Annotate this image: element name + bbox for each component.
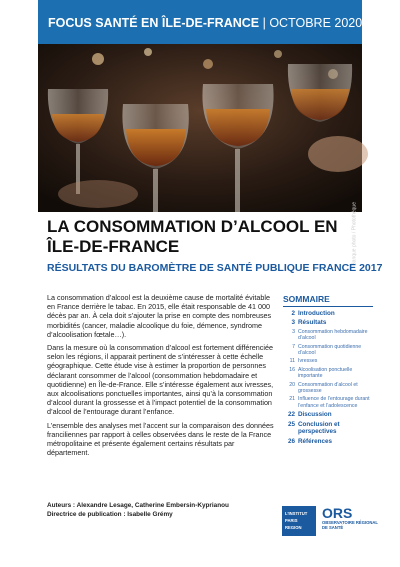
toc-page-number: 21: [289, 396, 295, 403]
toc-item[interactable]: [283, 319, 373, 326]
toc-divider: [283, 306, 373, 307]
svg-text:PARIS: PARIS: [285, 518, 298, 523]
publication-credits: [47, 502, 229, 519]
banner-title-bold: FOCUS SANTÉ EN ÎLE-DE-FRANCE: [48, 16, 260, 30]
toc-page-number: 25: [287, 420, 295, 428]
toc-item[interactable]: [283, 329, 373, 342]
institut-paris-region-logo: [282, 506, 316, 536]
toc-label: Résultats: [298, 319, 327, 327]
toc-item[interactable]: [283, 421, 373, 436]
ors-full-name: OBSERVATOIRE RÉGIONAL DE SANTÉ: [322, 520, 378, 530]
banner-title-date: | OCTOBRE 2020: [259, 16, 363, 30]
svg-text:L’INSTITUT: L’INSTITUT: [285, 511, 308, 516]
toc-label: Consommation d’alcool et grossesse: [298, 381, 358, 395]
toc-page-number: 16: [289, 366, 295, 373]
toc-item[interactable]: [283, 382, 373, 395]
toc-label: Discussion: [298, 411, 332, 419]
toc-page-number: 3: [292, 328, 295, 335]
toc-page-number: 3: [291, 319, 295, 327]
logos: [282, 506, 378, 536]
authors-line: Auteurs : Alexandre Lesage, Catherine Embersin-Kyprianou: [47, 502, 229, 509]
intro-paragraph: L’ensemble des analyses met l’accent sur la comparaison des données franciliennes par rapport à celles observées dans le reste de la France métropolitaine et présente également certains résultats par département.: [47, 420, 274, 458]
toc-label: Consommation quotidienne d’alcool: [298, 343, 362, 357]
toc-page-number: 26: [287, 437, 295, 445]
toc-label: Influence de l’entourage durant l’enfance et l’adolescence: [298, 396, 370, 409]
toc-page-number: 7: [292, 343, 295, 350]
toc-label: Introduction: [298, 310, 335, 317]
ors-acronym: ORS: [322, 505, 353, 521]
toc-label: Alcoolisation ponctuelle importante: [298, 366, 353, 380]
toc-item[interactable]: [283, 344, 373, 357]
toc-page-number: 11: [289, 358, 295, 365]
intro-text: [47, 293, 277, 461]
toc-label: Ivresses: [298, 358, 318, 365]
wine-glasses-photo: [38, 44, 362, 212]
director-line: Directrice de publication : Isabelle Grémy: [47, 510, 173, 518]
document-title: LA CONSOMMATION D’ALCOOL EN ÎLE-DE-FRANCE: [47, 217, 338, 256]
intro-paragraph: Dans la mesure où la consommation d’alcool est fortement différenciée selon les régions, il apparait pertinent de s’intéresser à cette échelle géographique. Cette étude vise à estimer la proportion de personnes déclarant consommer de l’alcool (consommation hebdomadaire et quotidienne) en Île-de-France. Elle s’intéresse également aux ivresses, aux alcoolisations ponctuelles importantes, ainsi qu’à la consommation d’alcool durant la grossesse et à l’impact potentiel de la consommation d’alcool de l’entourage durant l’enfance.: [47, 343, 274, 417]
toc-label: Conclusion et perspectives: [298, 420, 340, 436]
toc-item[interactable]: [283, 310, 373, 317]
ors-logo: [322, 506, 378, 530]
toc-label: Références: [298, 437, 332, 445]
intro-paragraph: La consommation d’alcool est la deuxième cause de mortalité évitable en France derrière le tabac. En 2015, elle était responsable de 41 000 décès par an. À cela doit s’ajouter la prise en compte des nombreuses morbidités (cancer, maladie alcoolique du foie, démence, syndrome d’alcoolisation fœtale…).: [47, 293, 272, 339]
toc-label: Consommation hebdomadaire d’alcool: [298, 328, 368, 342]
document-subtitle: RÉSULTATS DU BAROMÈTRE DE SANTÉ PUBLIQUE FRANCE 2017: [47, 262, 383, 274]
toc-item[interactable]: [283, 396, 373, 409]
toc-title: SOMMAIRE: [283, 294, 330, 304]
toc-page-number: 22: [287, 411, 295, 419]
toc-page-number: 20: [289, 381, 295, 388]
toc-item[interactable]: [283, 411, 373, 418]
table-of-contents: [283, 294, 373, 447]
photo-credit: Banque photo / Photothèque: [352, 202, 358, 266]
banner-title: [48, 16, 362, 30]
toc-item[interactable]: [283, 367, 373, 380]
svg-text:REGION: REGION: [285, 525, 302, 530]
toc-item[interactable]: [283, 358, 373, 364]
toc-page-number: 2: [291, 310, 295, 317]
toc-item[interactable]: [283, 438, 373, 445]
